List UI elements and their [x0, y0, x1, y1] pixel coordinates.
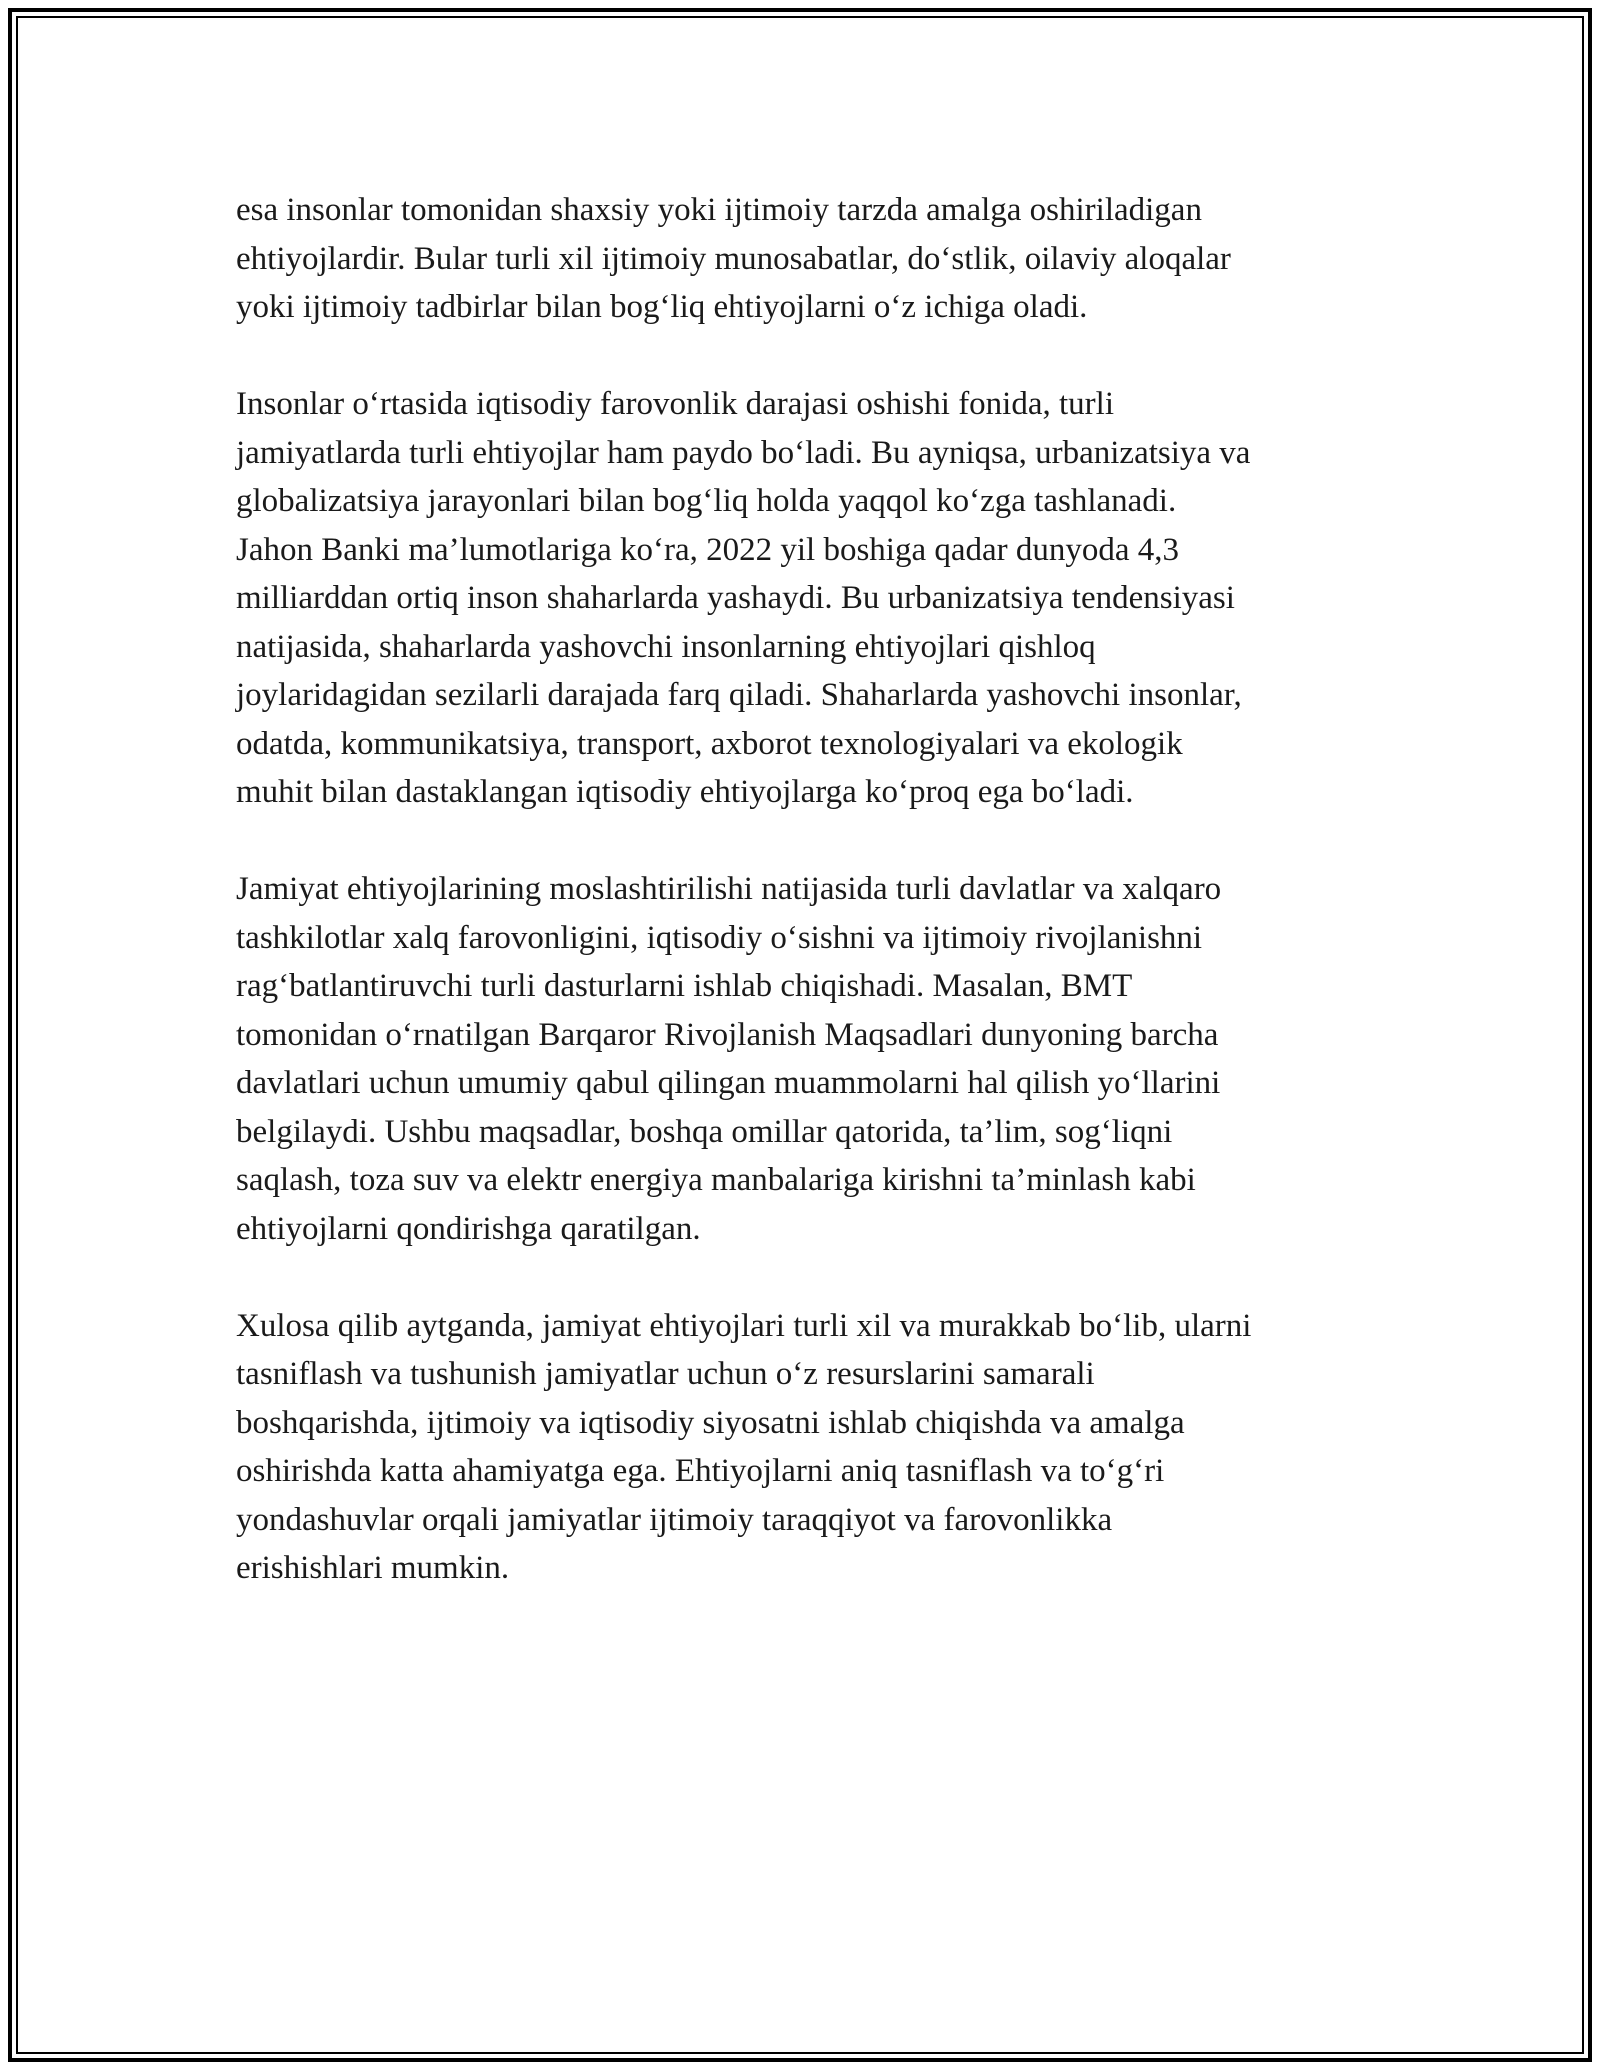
paragraph-1: esa insonlar tomonidan shaxsiy yoki ijtimoiy tarzda amalga oshiriladigan ehtiyojlardir. Bular turli xil ijtimoiy munosabatlar, do‘stlik, oilaviy aloqalar yoki ijtimoiy tadbirlar bilan bog‘liq ehtiyojlarni o‘z ichiga oladi. [236, 192, 1231, 325]
paragraph-4: Xulosa qilib aytganda, jamiyat ehtiyojlari turli xil va murakkab bo‘lib, ularni tasniflash va tushunish jamiyatlar uchun o‘z resurslarini samarali boshqarishda, ijtimoiy va iqtisodiy siyosatni ishlab chiqishda va amalga oshirishda katta ahamiyatga ega. Ehtiyojlarni aniq tasniflash va to‘g‘ri yondashuvlar orqali jamiyatlar ijtimoiy taraqqiyot va farovonlikka erishishlari mumkin. [236, 1307, 1252, 1586]
document-body [236, 186, 1376, 1641]
paragraph-3: Jamiyat ehtiyojlarining moslashtirilishi natijasida turli davlatlar va xalqaro tashkilotlar xalq farovonligini, iqtisodiy o‘sishni va ijtimoiy rivojlanishni rag‘batlantiruvchi turli dasturlarni ishlab chiqishadi. Masalan, BMT tomonidan o‘rnatilgan Barqaror Rivojlanish Maqsadlari dunyoning barcha davlatlari uchun umumiy qabul qilingan muammolarni hal qilish yo‘llarini belgilaydi. Ushbu maqsadlar, boshqa omillar qatorida, ta’lim, sog‘liqni saqlash, toza suv va elektr energiya manbalariga kirishni ta’minlash kabi ehtiyojlarni qondirishga qaratilgan. [236, 871, 1222, 1247]
paragraph-2: Insonlar o‘rtasida iqtisodiy farovonlik darajasi oshishi fonida, turli jamiyatlarda turli ehtiyojlar ham paydo bo‘ladi. Bu ayniqsa, urbanizatsiya va globalizatsiya jarayonlari bilan bog‘liq holda yaqqol ko‘zga tashlanadi. Jahon Banki ma’lumotlariga ko‘ra, 2022 yil boshiga qadar dunyoda 4,3 milliarddan ortiq inson shaharlarda yashaydi. Bu urbanizatsiya tendensiyasi natijasida, shaharlarda yashovchi insonlarning ehtiyojlari qishloq joylaridagidan sezilarli darajada farq qiladi. Shaharlarda yashovchi insonlar, odatda, kommunikatsiya, transport, axborot texnologiyalari va ekologik muhit bilan dastaklangan iqtisodiy ehtiyojlarga ko‘proq ega bo‘ladi. [236, 386, 1251, 810]
